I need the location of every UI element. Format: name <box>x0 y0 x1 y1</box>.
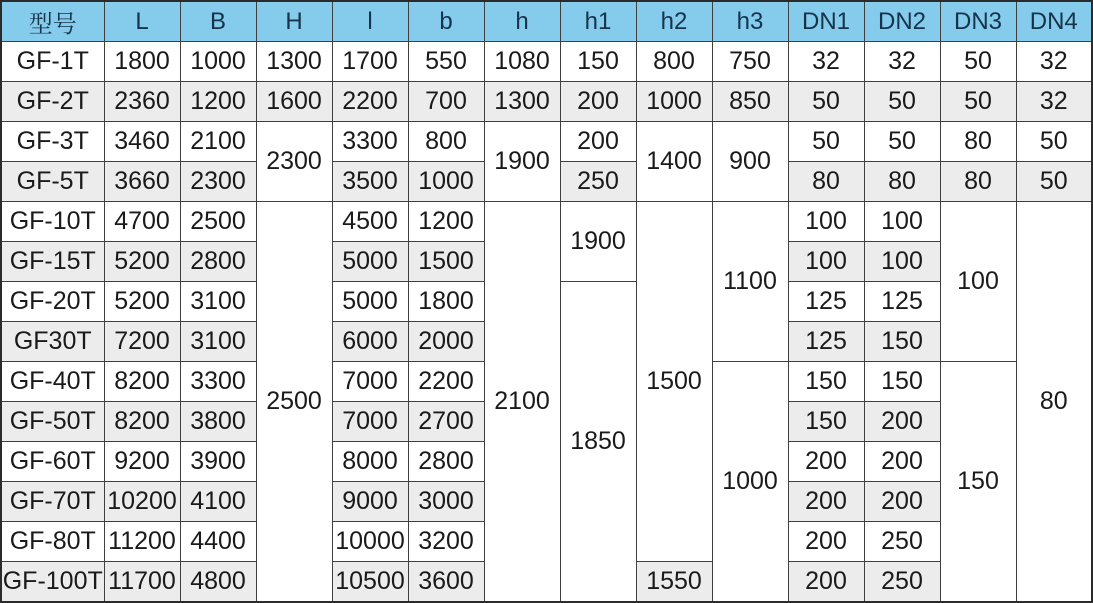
column-header: DN2 <box>864 1 940 42</box>
model-cell: GF-70T <box>1 482 104 522</box>
cell: 250 <box>864 522 940 562</box>
cell: 150 <box>864 322 940 362</box>
model-cell: GF-80T <box>1 522 104 562</box>
model-cell: GF-20T <box>1 282 104 322</box>
cell: 700 <box>408 82 484 122</box>
cell: 2360 <box>104 82 180 122</box>
cell: 50 <box>940 82 1016 122</box>
cell: 3900 <box>180 442 256 482</box>
cell-merged: 80 <box>1016 202 1092 603</box>
cell: 800 <box>636 42 712 82</box>
cell: 1500 <box>408 242 484 282</box>
cell: 80 <box>864 162 940 202</box>
cell: 550 <box>408 42 484 82</box>
table-row <box>1 122 1092 162</box>
column-header: l <box>332 1 408 42</box>
cell: 100 <box>788 242 864 282</box>
cell: 1300 <box>256 42 332 82</box>
column-header: DN4 <box>1016 1 1092 42</box>
cell-merged: 150 <box>940 362 1016 603</box>
cell: 7000 <box>332 362 408 402</box>
cell: 9200 <box>104 442 180 482</box>
column-header: B <box>180 1 256 42</box>
cell: 1000 <box>180 42 256 82</box>
cell: 5200 <box>104 242 180 282</box>
cell-merged: 2500 <box>256 202 332 603</box>
model-cell: GF-40T <box>1 362 104 402</box>
cell-merged: 1900 <box>560 202 636 282</box>
cell: 10200 <box>104 482 180 522</box>
cell: 3600 <box>408 562 484 603</box>
cell-merged: 1000 <box>712 362 788 603</box>
model-cell: GF-1T <box>1 42 104 82</box>
cell: 200 <box>788 442 864 482</box>
model-cell: GF-2T <box>1 82 104 122</box>
model-cell: GF-100T <box>1 562 104 603</box>
cell: 2100 <box>180 122 256 162</box>
cell: 50 <box>1016 162 1092 202</box>
cell: 1000 <box>408 162 484 202</box>
cell: 1600 <box>256 82 332 122</box>
cell: 750 <box>712 42 788 82</box>
cell: 200 <box>560 82 636 122</box>
cell: 80 <box>940 122 1016 162</box>
cell: 4700 <box>104 202 180 242</box>
cell: 150 <box>560 42 636 82</box>
cell-merged: 2100 <box>484 202 560 603</box>
cell: 32 <box>864 42 940 82</box>
cell: 2300 <box>180 162 256 202</box>
cell-merged: 100 <box>940 202 1016 362</box>
cell-merged: 900 <box>712 122 788 202</box>
cell-merged: 1100 <box>712 202 788 362</box>
cell: 2700 <box>408 402 484 442</box>
cell-merged: 1500 <box>636 202 712 562</box>
column-header: h2 <box>636 1 712 42</box>
cell: 50 <box>864 82 940 122</box>
cell: 1200 <box>408 202 484 242</box>
cell: 100 <box>864 242 940 282</box>
cell: 200 <box>560 122 636 162</box>
cell-merged: 2300 <box>256 122 332 202</box>
cell: 11700 <box>104 562 180 603</box>
cell: 1800 <box>104 42 180 82</box>
model-cell: GF-5T <box>1 162 104 202</box>
cell: 2800 <box>180 242 256 282</box>
cell: 3300 <box>332 122 408 162</box>
model-cell: GF30T <box>1 322 104 362</box>
cell: 4500 <box>332 202 408 242</box>
cell: 150 <box>788 362 864 402</box>
cell: 50 <box>864 122 940 162</box>
cell: 8000 <box>332 442 408 482</box>
cell: 3100 <box>180 282 256 322</box>
cell: 2200 <box>332 82 408 122</box>
cell: 125 <box>788 282 864 322</box>
cell: 3500 <box>332 162 408 202</box>
cell: 1700 <box>332 42 408 82</box>
cell: 4800 <box>180 562 256 603</box>
cell: 1000 <box>636 82 712 122</box>
table-row <box>1 202 1092 242</box>
cell: 8200 <box>104 402 180 442</box>
table-row <box>1 42 1092 82</box>
cell: 5000 <box>332 242 408 282</box>
cell: 32 <box>1016 42 1092 82</box>
cell: 50 <box>788 122 864 162</box>
cell: 10000 <box>332 522 408 562</box>
column-header: h1 <box>560 1 636 42</box>
cell: 7200 <box>104 322 180 362</box>
cell: 9000 <box>332 482 408 522</box>
cell: 100 <box>788 202 864 242</box>
column-header: DN3 <box>940 1 1016 42</box>
cell: 3200 <box>408 522 484 562</box>
cell: 3800 <box>180 402 256 442</box>
cell: 200 <box>864 402 940 442</box>
cell: 200 <box>788 482 864 522</box>
cell: 150 <box>788 402 864 442</box>
cell: 1080 <box>484 42 560 82</box>
model-cell: GF-15T <box>1 242 104 282</box>
cell: 1550 <box>636 562 712 603</box>
cell: 80 <box>940 162 1016 202</box>
column-header: DN1 <box>788 1 864 42</box>
model-cell: GF-60T <box>1 442 104 482</box>
cell: 6000 <box>332 322 408 362</box>
cell: 11200 <box>104 522 180 562</box>
cell: 50 <box>788 82 864 122</box>
cell: 80 <box>788 162 864 202</box>
cell: 2800 <box>408 442 484 482</box>
column-header-model: 型号 <box>1 1 104 42</box>
cell: 1200 <box>180 82 256 122</box>
model-cell: GF-3T <box>1 122 104 162</box>
cell: 3660 <box>104 162 180 202</box>
cell: 32 <box>1016 82 1092 122</box>
cell: 3000 <box>408 482 484 522</box>
cell: 2200 <box>408 362 484 402</box>
cell: 3460 <box>104 122 180 162</box>
cell: 125 <box>788 322 864 362</box>
cell-merged: 1400 <box>636 122 712 202</box>
cell: 200 <box>788 522 864 562</box>
cell: 3100 <box>180 322 256 362</box>
cell: 125 <box>864 282 940 322</box>
cell: 50 <box>1016 122 1092 162</box>
header-row <box>1 1 1092 42</box>
cell: 1800 <box>408 282 484 322</box>
model-cell: GF-50T <box>1 402 104 442</box>
column-header: b <box>408 1 484 42</box>
cell: 850 <box>712 82 788 122</box>
cell: 3300 <box>180 362 256 402</box>
model-cell: GF-10T <box>1 202 104 242</box>
cell: 4400 <box>180 522 256 562</box>
table-row <box>1 82 1092 122</box>
cell: 250 <box>560 162 636 202</box>
cell: 2500 <box>180 202 256 242</box>
cell: 250 <box>864 562 940 603</box>
cell: 5200 <box>104 282 180 322</box>
column-header: h <box>484 1 560 42</box>
column-header: h3 <box>712 1 788 42</box>
cell: 200 <box>864 482 940 522</box>
cell-merged: 1900 <box>484 122 560 202</box>
column-header: L <box>104 1 180 42</box>
cell: 100 <box>864 202 940 242</box>
cell: 8200 <box>104 362 180 402</box>
cell: 5000 <box>332 282 408 322</box>
cell: 32 <box>788 42 864 82</box>
cell: 200 <box>788 562 864 603</box>
cell: 50 <box>940 42 1016 82</box>
cell-merged: 1850 <box>560 282 636 603</box>
cell: 200 <box>864 442 940 482</box>
cell: 150 <box>864 362 940 402</box>
cell: 4100 <box>180 482 256 522</box>
column-header: H <box>256 1 332 42</box>
cell: 800 <box>408 122 484 162</box>
cell: 2000 <box>408 322 484 362</box>
cell: 1300 <box>484 82 560 122</box>
cell: 7000 <box>332 402 408 442</box>
cell: 10500 <box>332 562 408 603</box>
